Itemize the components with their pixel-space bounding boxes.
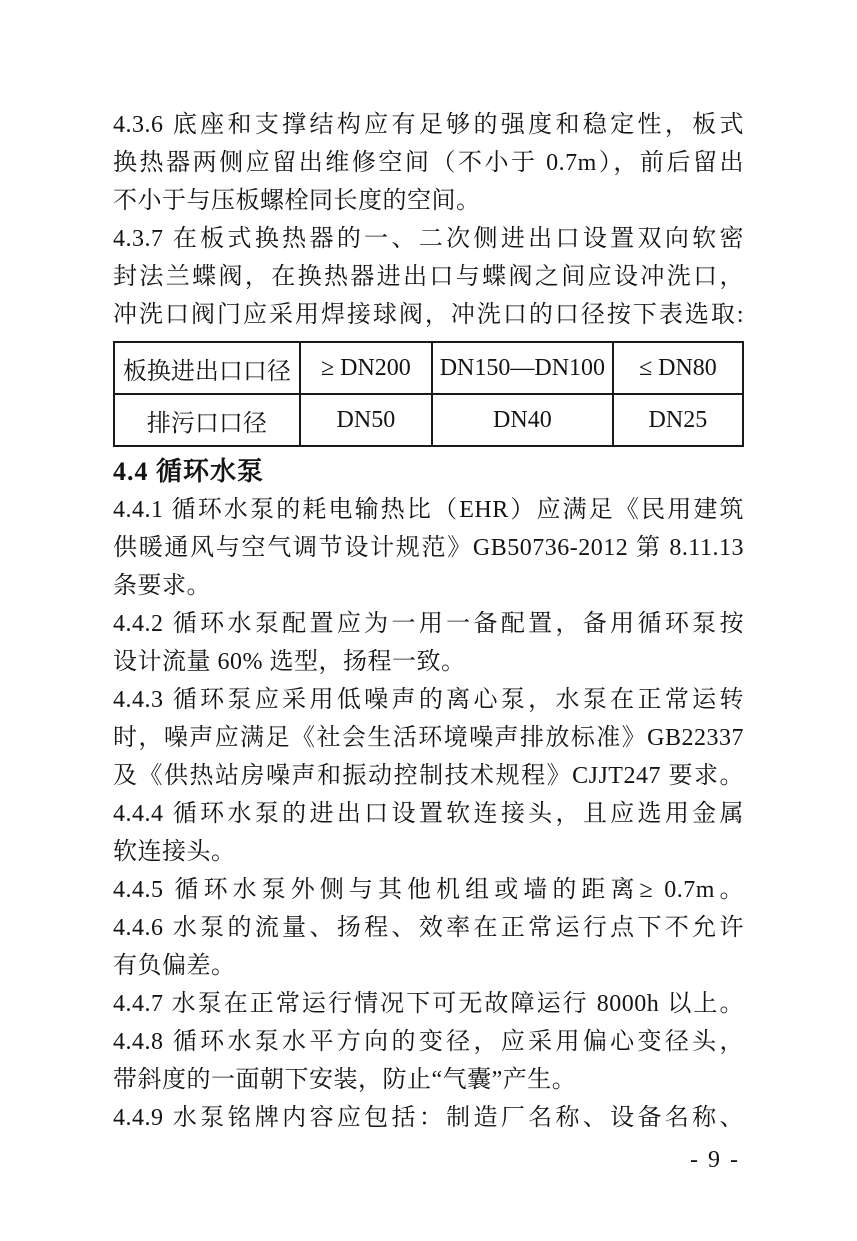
table-cell: ≤ DN80 [613,342,743,394]
paragraph-4-4-4 [113,795,744,871]
text-line: 换热器两侧应留出维修空间（不小于 0.7m），前后留出 [113,150,744,176]
text-line: 时，噪声应满足《社会生活环境噪声排放标准》GB22337 [113,725,744,751]
text-line: 不小于与压板螺栓同长度的空间。 [113,188,481,214]
text-line: 4.4.7 水泵在正常运行情况下可无故障运行 8000h 以上。 [113,991,744,1017]
flush-port-size-table [113,341,744,447]
paragraph-4-3-6 [113,106,744,220]
paragraph-4-4-3 [113,681,744,795]
table-row [114,394,743,446]
text-line: 4.4.3 循环泵应采用低噪声的离心泵，水泵在正常运转 [113,687,744,713]
text-line: 封法兰蝶阀，在换热器进出口与蝶阀之间应设冲洗口， [113,264,744,290]
paragraph-4-4-5 [113,871,744,909]
text-line: 4.4.5 循环水泵外侧与其他机组或墙的距离≥ 0.7m。 [113,877,744,903]
text-line: 软连接头。 [113,839,236,865]
text-line: 条要求。 [113,573,211,599]
text-line: 4.4.8 循环水泵水平方向的变径，应采用偏心变径头， [113,1029,744,1055]
table-cell: DN50 [300,394,432,446]
text-line: 4.4.9 水泵铭牌内容应包括：制造厂名称、设备名称、 [113,1105,744,1131]
text-line: 4.3.7 在板式换热器的一、二次侧进出口设置双向软密 [113,226,744,252]
text-line: 4.4.4 循环水泵的进出口设置软连接头，且应选用金属 [113,801,744,827]
text-line: 4.4.1 循环水泵的耗电输热比（EHR）应满足《民用建筑 [113,497,744,523]
table-cell: 排污口口径 [114,394,300,446]
table-cell: DN25 [613,394,743,446]
paragraph-4-4-1 [113,491,744,605]
text-line: 有负偏差。 [113,953,236,979]
page-number: - 9 - [690,1147,740,1173]
table-cell: DN150—DN100 [432,342,613,394]
text-line: 供暖通风与空气调节设计规范》GB50736-2012 第 8.11.13 [113,535,744,561]
text-line: 及《供热站房噪声和振动控制技术规程》CJJT247 要求。 [113,763,744,789]
table-row [114,342,743,394]
page-content [113,106,744,1175]
paragraph-4-4-6 [113,909,744,985]
text-line: 带斜度的一面朝下安装，防止“气囊”产生。 [113,1067,577,1093]
table-cell: 板换进出口口径 [114,342,300,394]
section-heading-4-4: 4.4 循环水泵 [113,457,265,486]
table-cell: DN40 [432,394,613,446]
paragraph-4-4-9 [113,1099,744,1137]
text-line: 4.3.6 底座和支撑结构应有足够的强度和稳定性，板式 [113,112,744,138]
text-line: 4.4.2 循环水泵配置应为一用一备配置，备用循环泵按 [113,611,744,637]
paragraph-4-4-7 [113,985,744,1023]
paragraph-4-4-8 [113,1023,744,1099]
paragraph-4-3-7 [113,220,744,334]
text-line: 4.4.6 水泵的流量、扬程、效率在正常运行点下不允许 [113,915,744,941]
paragraph-4-4-2 [113,605,744,681]
text-line: 冲洗口阀门应采用焊接球阀，冲洗口的口径按下表选取: [113,302,744,328]
text-line: 设计流量 60% 选型，扬程一致。 [113,649,466,675]
table-cell: ≥ DN200 [300,342,432,394]
